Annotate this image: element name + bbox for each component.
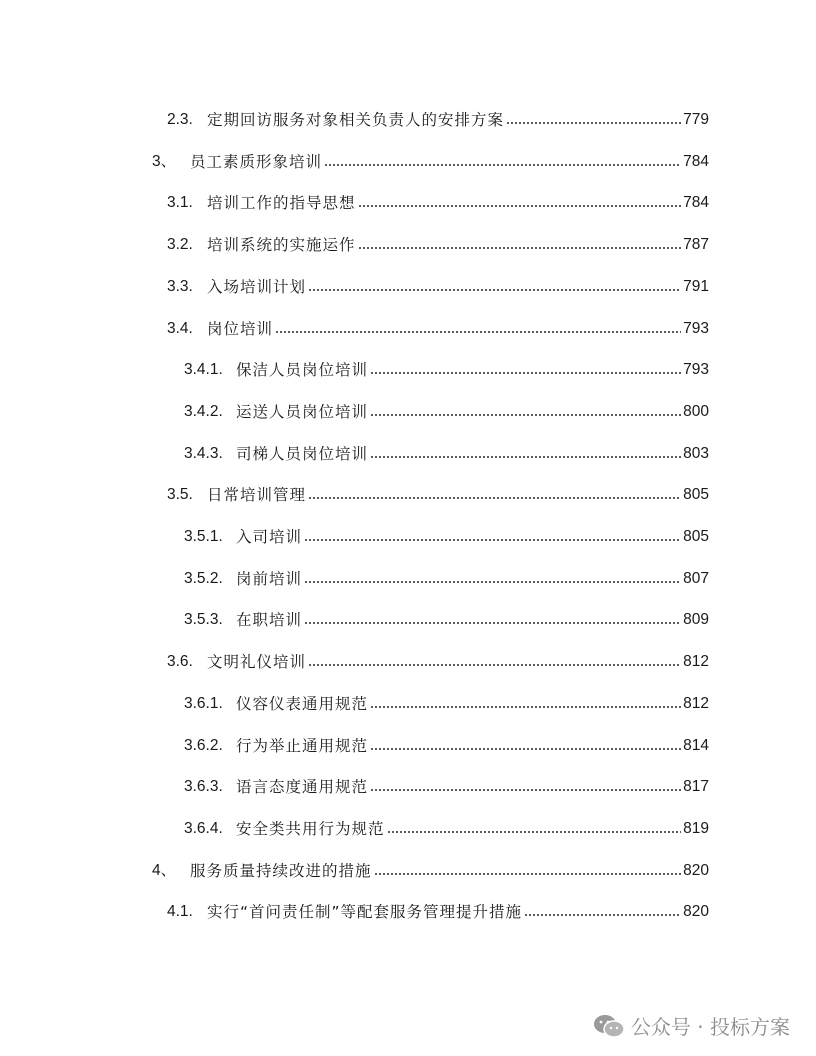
toc-dot-leader [524,913,681,917]
toc-entry-title: 仪容仪表通用规范 [236,694,369,713]
toc-entry-page-number: 787 [683,236,709,254]
toc-entry-number: 3.5.1. [184,528,223,545]
toc-entry-title: 岗前培训 [236,569,303,588]
toc-entry-title: 文明礼仪培训 [207,653,307,672]
toc-entry-number: 3.6.2. [184,736,223,754]
toc-entry[interactable] [167,315,709,339]
watermark-text: 公众号 · 投标方案 [630,1015,790,1039]
toc-entry[interactable] [184,565,709,589]
toc-entry[interactable] [184,690,709,714]
toc-dot-leader [374,872,682,876]
toc-entry[interactable] [184,523,709,547]
toc-entry-page-number: 805 [683,528,709,545]
toc-entry[interactable] [184,440,709,464]
toc-entry-number: 3.4.1. [184,361,223,379]
toc-entry-number: 3、 [152,152,177,170]
toc-entry-number: 2.3. [167,111,193,128]
toc-entry-number: 3.5. [167,486,193,504]
toc-entry-number: 4.1. [167,903,193,921]
toc-entry-title: 保洁人员岗位培训 [236,361,369,380]
toc-dot-leader [275,330,681,334]
toc-dot-leader [304,621,681,625]
toc-entry-page-number: 803 [683,444,709,462]
toc-entry-title: 运送人员岗位培训 [236,402,369,421]
toc-dot-leader [370,413,681,417]
toc-entry-title: 实行“首问责任制”等配套服务管理提升措施 [207,903,523,922]
toc-entry-number: 3.4.3. [184,444,223,462]
toc-entry-page-number: 779 [683,111,709,128]
toc-entry-page-number: 791 [683,277,709,295]
toc-entry[interactable] [167,189,709,213]
toc-entry-number: 3.5.2. [184,569,223,587]
toc-entry-title: 行为举止通用规范 [236,736,369,755]
toc-entry-title: 语言态度通用规范 [236,778,369,797]
toc-entry[interactable] [184,356,709,380]
toc-entry-page-number: 807 [683,569,709,587]
toc-entry[interactable] [184,773,709,797]
toc-dot-leader [370,455,681,459]
toc-dot-leader [387,830,682,834]
toc-dot-leader [370,747,681,751]
toc-entry-title: 服务质量持续改进的措施 [190,861,372,880]
toc-entry[interactable] [167,273,709,297]
toc-entry-title: 安全类共用行为规范 [236,819,385,838]
toc-dot-leader [304,580,681,584]
toc-dot-leader [324,163,681,167]
toc-entry-number: 4、 [152,861,177,879]
toc-entry-number: 3.4. [167,319,193,337]
toc-dot-leader [358,246,682,250]
toc-entry-number: 3.2. [167,236,193,254]
toc-entry[interactable] [184,732,709,756]
toc-entry[interactable] [152,148,709,172]
toc-dot-leader [308,288,681,292]
toc-entry-number: 3.6.4. [184,819,223,837]
toc-entry-title: 入场培训计划 [207,277,307,296]
toc-entry[interactable] [184,398,709,422]
toc-entry-page-number: 819 [683,819,709,837]
toc-dot-leader [308,663,681,667]
toc-entry-page-number: 793 [683,361,709,379]
toc-entry[interactable] [167,898,709,922]
toc-entry-page-number: 809 [683,611,709,629]
toc-dot-leader [506,121,681,125]
toc-entry[interactable] [184,815,709,839]
toc-entry-title: 培训工作的指导思想 [207,194,356,213]
toc-entry-number: 3.6.1. [184,694,223,712]
wechat-icon [593,1013,625,1039]
toc-entry-page-number: 812 [683,653,709,671]
toc-entry-title: 在职培训 [236,611,303,630]
toc-entry-page-number: 805 [683,486,709,504]
toc-entry-title: 日常培训管理 [207,486,307,505]
toc-dot-leader [358,204,682,208]
toc-dot-leader [304,538,681,542]
toc-entry-number: 3.4.2. [184,402,223,420]
toc-entry[interactable] [152,857,709,881]
toc-entry-page-number: 793 [683,319,709,337]
toc-entry-page-number: 820 [683,903,709,921]
toc-dot-leader [370,705,681,709]
toc-dot-leader [370,788,681,792]
toc-entry-title: 司梯人员岗位培训 [236,444,369,463]
toc-entry[interactable] [167,648,709,672]
toc-entry-page-number: 817 [683,778,709,796]
toc-entry-page-number: 820 [683,861,709,879]
toc-entry-number: 3.3. [167,277,193,295]
toc-entry-title: 员工素质形象培训 [190,152,323,171]
toc-entry-title: 培训系统的实施运作 [207,236,356,255]
toc-entry-page-number: 814 [683,736,709,754]
toc-entry-number: 3.1. [167,194,193,212]
toc-entry-page-number: 800 [683,402,709,420]
toc-dot-leader [308,496,681,500]
toc-entry[interactable] [167,106,709,130]
toc-entry-title: 入司培训 [236,528,303,546]
toc-entry[interactable] [167,231,709,255]
toc-entry-number: 3.6.3. [184,778,223,796]
toc-dot-leader [370,371,681,375]
toc-entry-number: 3.5.3. [184,611,223,629]
watermark [593,1011,790,1040]
toc-entry[interactable] [184,606,709,630]
toc-entry-title: 定期回访服务对象相关负责人的安排方案 [207,111,505,129]
toc-entry-number: 3.6. [167,653,193,671]
toc-entry-page-number: 812 [683,694,709,712]
toc-entry-page-number: 784 [683,194,709,212]
toc-entry[interactable] [167,481,709,505]
toc-entry-title: 岗位培训 [207,319,274,338]
toc-entry-page-number: 784 [683,152,709,170]
